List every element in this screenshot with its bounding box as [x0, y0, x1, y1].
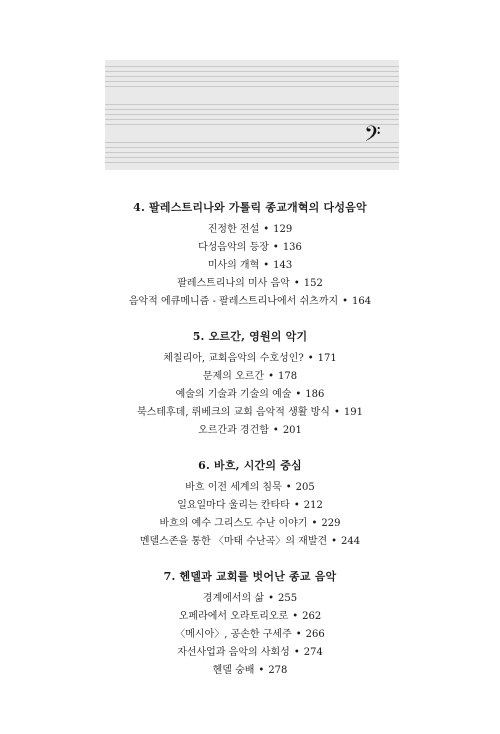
- toc-separator: •: [295, 629, 302, 640]
- toc-entry-title: 바흐 이전 세계의 침묵: [185, 482, 282, 493]
- toc-entry-title: 미사의 개혁: [207, 260, 260, 271]
- toc-page-number: 143: [273, 260, 293, 271]
- toc-separator: •: [331, 536, 338, 547]
- toc-separator: •: [258, 665, 265, 676]
- toc-separator: •: [292, 611, 299, 622]
- toc-entry: [0, 387, 500, 403]
- toc-entry: [0, 423, 500, 439]
- toc-entry-title: 음악적 에큐메니즘 - 팔레스트리나에서 쉬츠까지: [128, 296, 339, 307]
- toc-page-number: 136: [282, 242, 302, 253]
- staff-middle: [105, 104, 399, 105]
- toc-entry: [0, 498, 500, 514]
- toc-separator: •: [268, 593, 274, 604]
- toc-entry: [0, 609, 500, 625]
- toc-page-number: 229: [321, 518, 341, 529]
- staff-top: [105, 66, 399, 67]
- chapter-section: [0, 200, 500, 310]
- toc-separator: •: [295, 389, 302, 400]
- toc-entry: [0, 534, 500, 550]
- toc-separator: •: [293, 278, 300, 289]
- toc-page-number: 274: [303, 647, 323, 658]
- toc-separator: •: [263, 224, 270, 235]
- toc-page-number: 244: [341, 536, 361, 547]
- toc-entry-title: 헨델 숭배: [212, 665, 255, 676]
- toc-separator: •: [342, 296, 349, 307]
- toc-page-number: 205: [295, 482, 315, 493]
- chapter-section: [0, 329, 500, 439]
- toc-entry-title: 다성음악의 등장: [198, 242, 269, 253]
- toc-entry: [0, 240, 500, 256]
- toc-entry-title: 오페라에서 오라토리오로: [178, 611, 289, 622]
- toc-separator: •: [285, 482, 292, 493]
- toc-page-number: 129: [273, 224, 293, 235]
- toc-entry-title: 일요일마다 울리는 칸타타: [177, 500, 290, 511]
- chapter-title: 6. 바흐, 시간의 중심: [198, 459, 302, 472]
- toc-page-number: 164: [352, 296, 372, 307]
- toc-page-number: 178: [277, 371, 298, 382]
- toc-separator: •: [268, 371, 274, 382]
- toc-entry-title: 북스테후데, 뤼베크의 교회 음악적 생활 방식: [137, 407, 330, 418]
- toc-entry: [0, 222, 500, 238]
- toc-entry: [0, 516, 500, 532]
- toc-entry: [0, 258, 500, 274]
- chapter-title: 5. 오르간, 영원의 악기: [192, 330, 308, 343]
- toc-entry: [0, 405, 500, 421]
- toc-entry-title: 진정한 전설: [207, 224, 260, 235]
- toc-entry: [0, 627, 500, 643]
- toc-page-number: 191: [343, 407, 363, 418]
- toc-separator: •: [307, 353, 314, 364]
- toc-entry-title: 바흐의 예수 그리스도 수난 이야기: [159, 518, 308, 529]
- toc-entry: [0, 351, 500, 367]
- toc-separator: •: [263, 260, 270, 271]
- chapter-section: [0, 569, 500, 679]
- chapter-section: [0, 458, 500, 550]
- toc-entry-title: 체칠리아, 교회음악의 수호성인?: [163, 353, 304, 364]
- toc-separator: •: [272, 425, 279, 436]
- toc-entry-title: 멘델스존을 통한 〈마태 수난곡〉의 재발견: [139, 536, 328, 547]
- toc-page-number: 186: [305, 389, 325, 400]
- toc-entry: [0, 591, 500, 607]
- toc-page-number: 262: [302, 611, 322, 622]
- toc-entry: [0, 480, 500, 496]
- toc-entry-title: 오르간과 경건함: [198, 425, 269, 436]
- toc-page-number: 278: [268, 665, 288, 676]
- chapter-title: 4. 팔레스트리나와 가톨릭 종교개혁의 다성음악: [133, 201, 367, 214]
- toc-entry: [0, 294, 500, 310]
- chapter-title: 7. 헨델과 교회를 벗어난 종교 음악: [163, 570, 337, 583]
- toc-separator: •: [311, 518, 318, 529]
- toc-page-number: 255: [277, 593, 298, 604]
- toc-entry-title: 문제의 오르간: [202, 371, 265, 382]
- toc-entry: [0, 645, 500, 661]
- toc-entry: [0, 369, 500, 385]
- toc-entry-title: 〈메시아〉, 공손한 구세주: [175, 629, 292, 640]
- toc-page-number: 201: [282, 425, 302, 436]
- music-staff-decoration: [105, 60, 399, 170]
- toc-page-number: 152: [303, 278, 323, 289]
- toc-page-number: 171: [317, 353, 337, 364]
- toc-separator: •: [293, 500, 300, 511]
- staff-bottom: [105, 142, 399, 143]
- toc-entry-title: 경계에서의 삶: [202, 593, 265, 604]
- toc-separator: •: [272, 242, 279, 253]
- toc-entry-title: 팔레스트리나의 미사 음악: [177, 278, 290, 289]
- toc-entry: [0, 663, 500, 679]
- table-of-contents: [0, 200, 500, 698]
- toc-entry-title: 예술의 기술과 기술의 예술: [175, 389, 292, 400]
- toc-separator: •: [333, 407, 340, 418]
- toc-page-number: 266: [305, 629, 325, 640]
- toc-entry-title: 자선사업과 음악의 사회성: [177, 647, 290, 658]
- toc-entry: [0, 276, 500, 292]
- toc-page-number: 212: [303, 500, 323, 511]
- toc-separator: •: [293, 647, 300, 658]
- bass-clef-icon: 𝄢: [364, 122, 381, 152]
